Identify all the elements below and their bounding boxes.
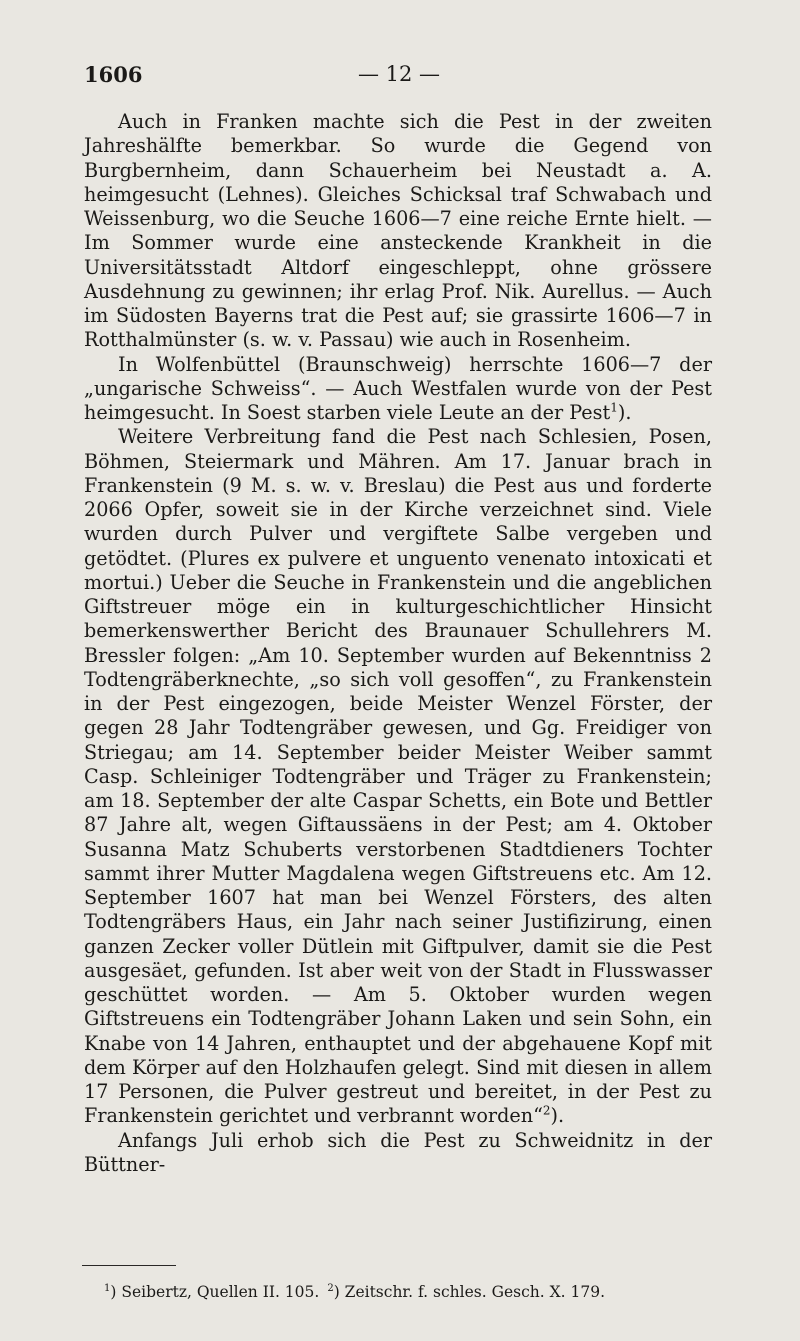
footnote [104,1283,319,1301]
footnotes [104,1282,724,1302]
running-head-year: 1606 [84,62,143,87]
footnote-text: ) Zeitschr. f. schles. Gesch. X. 179. [333,1283,606,1301]
paragraph-text: Weitere Verbreitung fand die Pest nach Schlesien, Posen, Böhmen, Steiermark und Mähren. Am 17. Januar brach in Frankenstein (9 M. s. w. v. Breslau) die Pest aus und forderte 2066 Opfer, soweit sie in der Kirche verzeichnet sind. Viele wurden durch Pulver und vergiftete Salbe vergeben und getödtet. (Plures ex pulvere et unguento venenato intoxicati et mortui.) Ueber die Seuche in Frankenstein und die angeblichen Giftstreuer möge ein in kulturgeschichtlicher Hinsicht bemerkenswerther Bericht des Braunauer Schullehrers M. Bressler folgen: „Am 10. September wurden auf Bekenntniss 2 Todtengräberknechte, „so sich voll gesoffen“, zu Frankenstein in der Pest eingezogen, beide Meister Wenzel Förster, der gegen 28 Jahr Todtengräber gewesen, und Gg. Freidiger von Striegau; am 14. September beider Meister Weiber sammt Casp. Schleiniger Todtengräber und Träger zu Frankenstein; am 18. September der alte Caspar Schetts, ein Bote und Bettler 87 Jahre alt, wegen Giftaussäens in der Pest; am 4. Oktober Susanna Matz Schuberts verstorbenen Stadtdieners Tochter sammt ihrer Mutter Magdalena wegen Giftstreuens etc. Am 12. September 1607 hat man bei Wenzel Försters, des alten Todtengräbers Haus, ein Jahr nach seiner Justifizirung, einen ganzen Zecker voller Dütlein mit Giftpulver, damit sie die Pest ausgesäet, gefunden. Ist aber weit von der Stadt in Flusswasser geschüttet worden. — Am 5. Oktober wurden wegen Giftstreuens ein Todtengräber Johann Laken und sein Sohn, ein Knabe von 14 Jahren, enthauptet und der abgehauene Kopf mit dem Körper auf den Holzhaufen gelegt. Sind mit diesen in allem 17 Personen, die Pulver gestreut und bereitet, in der Pest zu Frankenstein gerichtet und verbrannt worden“ [84,425,712,1128]
footnote-reference: 2 [542,1103,551,1118]
footnote-mark: 1 [104,1282,111,1294]
body-text [84,110,712,1177]
footnote-divider [82,1265,176,1266]
paragraph [84,1129,712,1178]
paragraph-text: In Wolfenbüttel (Braunschweig) herrschte 1606—7 der „ungarische Schweiss“. — Auch Westfalen wurde von der Pest heimgesucht. In Soest starben viele Leute an der Pest [84,352,712,424]
page-number: — 12 — [357,62,441,86]
footnote-text: ) Seibertz, Quellen II. 105. [110,1283,320,1301]
paragraph [84,353,712,426]
footnote [327,1283,605,1301]
paragraph-tail: ). [550,1104,565,1128]
page-header [84,62,714,92]
paragraph-tail: ). [617,401,632,424]
paragraph-text: Anfangs Juli erhob sich die Pest zu Schweidnitz in der Büttner- [84,1128,712,1176]
footnote-reference: 1 [610,400,618,415]
paragraph [84,110,712,353]
paragraph [84,425,712,1128]
paragraph-text: Auch in Franken machte sich die Pest in der zweiten Jahreshälfte bemerkbar. So wurde die Gegend von Burgbernheim, dann Schauerheim bei Neustadt a. A. heimgesucht (Lehnes). Gleiches Schicksal traf Schwabach und Weissenburg, wo die Seuche 1606—7 eine reiche Ernte hielt. — Im Sommer wurde eine ansteckende Krankheit in die Universitätsstadt Altdorf eingeschleppt, ohne grössere Ausdehnung zu gewinnen; ihr erlag Prof. Nik. Aurellus. — Auch im Südosten Bayerns trat die Pest auf; sie grassirte 1606—7 in Rotthalmünster (s. w. v. Passau) wie auch in Rosenheim. [84,110,712,352]
footnote-mark: 2 [327,1282,334,1294]
